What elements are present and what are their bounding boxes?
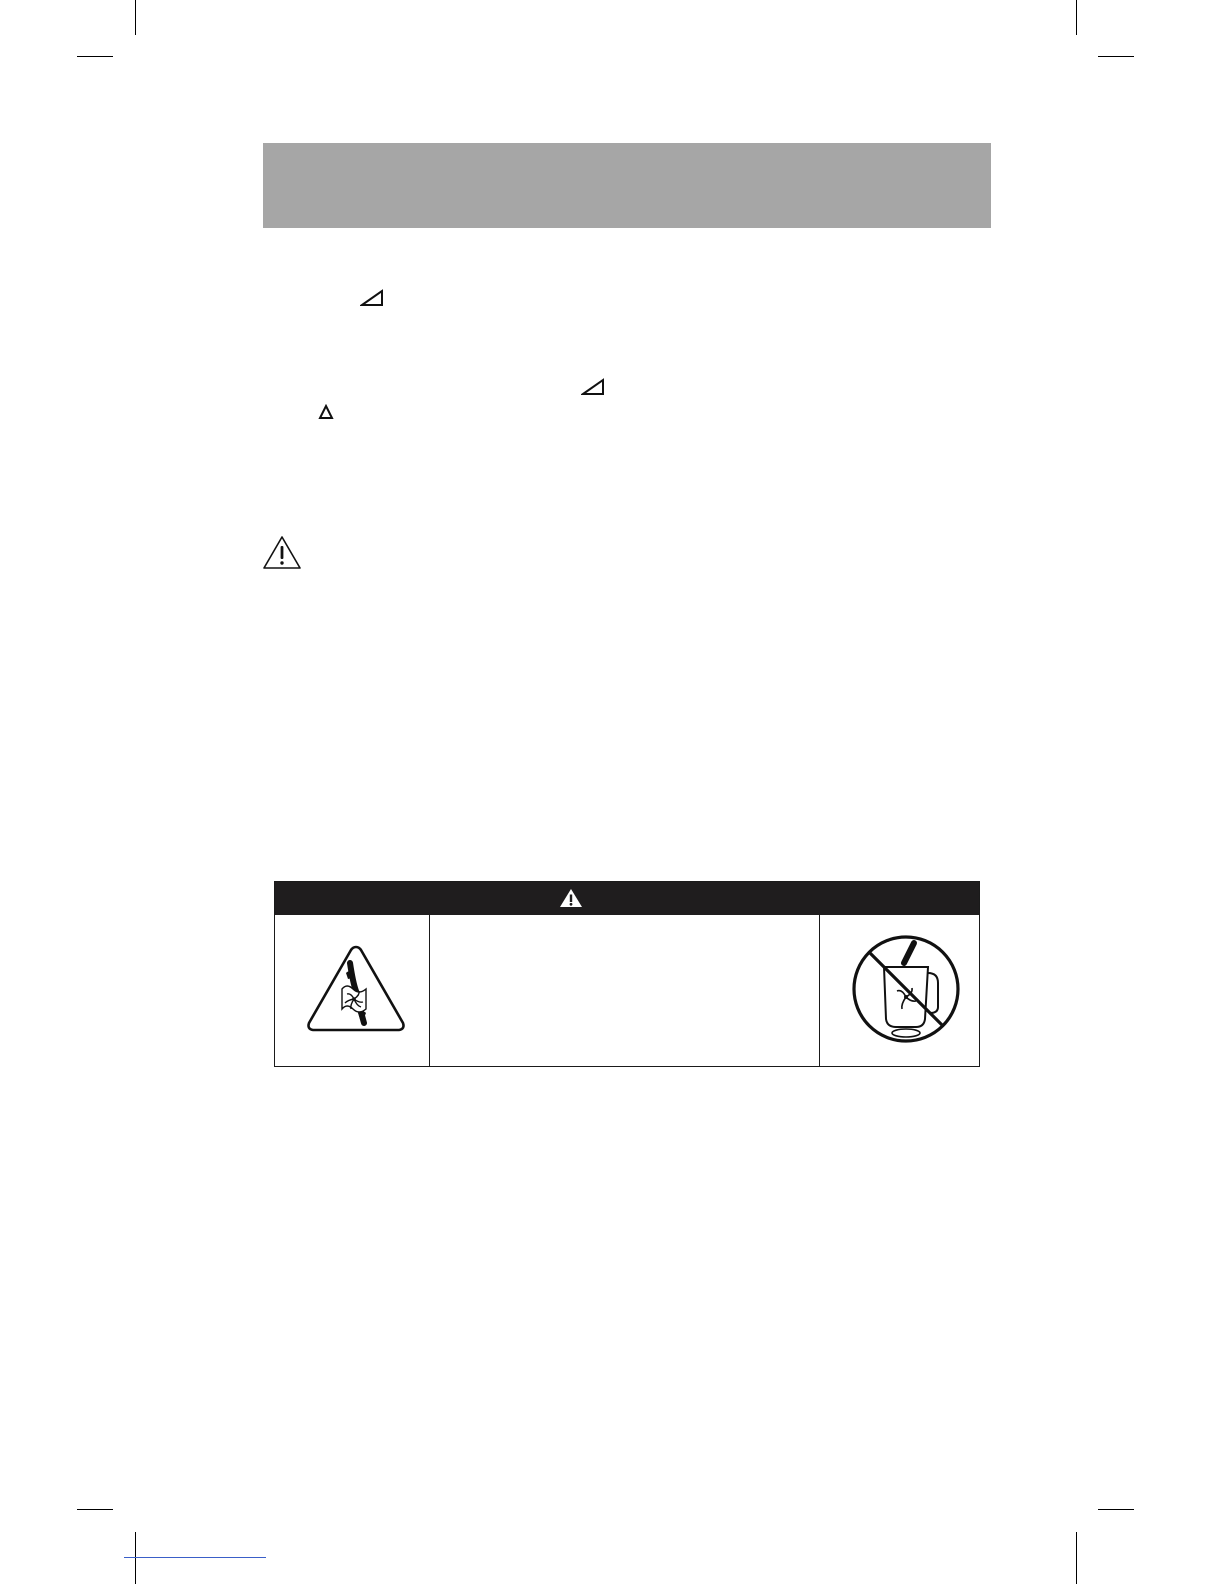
warning-text-cell — [430, 915, 819, 1067]
warning-box — [274, 881, 980, 1067]
crop-mark-bottom-left-h — [77, 1509, 113, 1510]
hand-blade-hazard-icon — [306, 943, 406, 1040]
warning-header-bar — [275, 882, 979, 915]
crop-mark-bottom-right — [1076, 1532, 1077, 1584]
crop-mark-top-left-h — [77, 56, 113, 57]
crop-mark-bottom-right-h — [1098, 1509, 1134, 1510]
right-triangle-icon — [360, 289, 384, 312]
crop-mark-top-right-h — [1098, 56, 1134, 57]
warning-triangle-icon — [559, 888, 583, 913]
section-header-band — [263, 143, 991, 228]
triangle-outline-icon — [318, 404, 334, 425]
right-triangle-icon — [581, 378, 605, 401]
caution-triangle-icon — [262, 535, 302, 576]
crop-mark-top-right — [1076, 0, 1077, 35]
crop-mark-bottom-left — [135, 1532, 136, 1584]
crop-mark-top-left — [135, 0, 136, 35]
prohibition-pictogram-cell — [820, 915, 980, 1067]
hazard-pictogram-cell — [275, 915, 429, 1067]
bottom-link-rule — [124, 1557, 266, 1558]
no-hand-in-jar-icon — [850, 933, 962, 1050]
